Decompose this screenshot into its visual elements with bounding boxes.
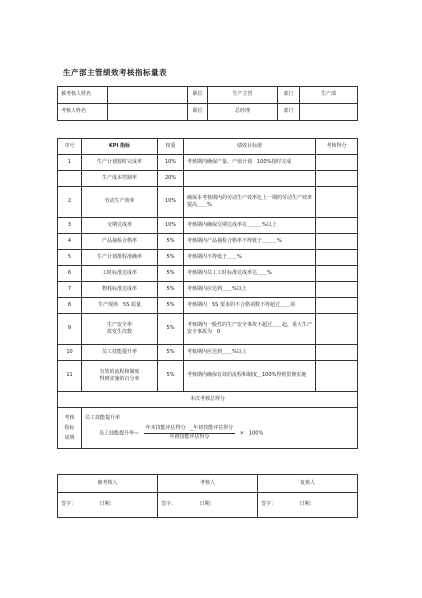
date-label: 日期： (99, 501, 115, 508)
formula (99, 425, 354, 441)
row-kpi: 生产计划排程准确率 (82, 250, 158, 266)
row-score[interactable] (316, 234, 358, 250)
row-weight: 5% (158, 234, 184, 250)
signature-table (57, 474, 358, 518)
row-kpi: 员工技能提升率 (82, 345, 158, 361)
row-target: 考核期内确保产量、产值计划 100%按时完成 (184, 155, 316, 171)
row-weight: 5% (158, 361, 184, 392)
examinee-position: 生产主管 (208, 87, 278, 104)
row-target: 考核期内一般性的生产安全事故不超过＿＿起，重大生产安全事故为 0 (184, 314, 316, 345)
row-score[interactable] (316, 187, 358, 218)
total-score-label: 本次考核总得分 (58, 392, 358, 408)
row-weight: 5% (158, 282, 184, 298)
row-no: 1 (58, 155, 82, 171)
header-weight: 权重 (158, 139, 184, 155)
row-kpi: 交期达成率 (82, 218, 158, 234)
page-title: 生产部主管绩效考核指标量表 (63, 68, 167, 77)
kpi-table (57, 138, 358, 449)
row-weight: 5% (158, 250, 184, 266)
row-score[interactable] (316, 266, 358, 282)
row-no (58, 171, 82, 187)
table-row (58, 266, 358, 282)
sig-header-reviewer: 复核人 (258, 475, 358, 493)
row-weight: 5% (158, 345, 184, 361)
row-target: 确保本考核期内的劳动生产效率比上一期的劳动生产效率提高＿＿% (184, 187, 316, 218)
row-target: 考核期内不得低于＿＿% (184, 250, 316, 266)
table-row (58, 171, 358, 187)
row-kpi: 有效的流程和制度 得到实施的百分率 (82, 361, 158, 392)
row-weight: 10% (158, 187, 184, 218)
row-score[interactable] (316, 282, 358, 298)
header-score: 考核得分 (316, 139, 358, 155)
dept-label: 部门 (278, 104, 300, 121)
explanation-body (82, 408, 358, 449)
examiner-name-label: 考核人姓名 (58, 104, 108, 121)
examinee-name-value (108, 87, 188, 104)
row-weight: 20% (158, 171, 184, 187)
row-score[interactable] (316, 298, 358, 314)
row-no: 9 (58, 314, 82, 345)
examiner-position: 总经理 (208, 104, 278, 121)
table-row (58, 234, 358, 250)
row-no: 8 (58, 298, 82, 314)
table-row (58, 250, 358, 266)
row-weight: 5% (158, 298, 184, 314)
row-score[interactable] (316, 250, 358, 266)
row-target: 考核期内 5S 要求的不合格项数不得超过＿＿项 (184, 298, 316, 314)
table-row (58, 298, 358, 314)
sign-label: 签字： (261, 501, 277, 508)
date-label: 日期： (299, 501, 315, 508)
row-target: 考核期内产品抽检合格率不得低于＿＿＿% (184, 234, 316, 250)
sign-label: 签字： (161, 501, 177, 508)
sig-cell-reviewer[interactable] (258, 493, 358, 518)
row-no: 7 (58, 282, 82, 298)
row-no: 11 (58, 361, 82, 392)
table-row (58, 345, 358, 361)
table-row (58, 314, 358, 345)
examinee-name-label: 被考核人姓名 (58, 87, 108, 104)
table-row (58, 282, 358, 298)
dept-label: 部门 (278, 87, 300, 104)
sign-label: 签字： (61, 501, 77, 508)
formula-numerator: 年末技能评估得分 _年初技能评估得分 (144, 425, 236, 434)
row-target: 考核期内应达到＿＿%以上 (184, 282, 316, 298)
row-target: 考核期内员工工时标准达成率达＿＿% (184, 266, 316, 282)
row-kpi: 生产现场 5S 质量 (82, 298, 158, 314)
row-target: 考核期内确保有效的流程和制度＿100%得到贯彻实施 (184, 361, 316, 392)
row-no: 3 (58, 218, 82, 234)
table-row (58, 155, 358, 171)
row-score[interactable] (316, 218, 358, 234)
position-label: 职位 (188, 87, 208, 104)
sig-header-examinee: 被考核人 (58, 475, 158, 493)
table-row (58, 218, 358, 234)
formula-left: 员工技能提升率＝ (99, 430, 140, 437)
row-score[interactable] (316, 171, 358, 187)
table-row (58, 361, 358, 392)
examiner-dept (300, 104, 358, 121)
explanation-item: 员工技能提升率 (85, 414, 121, 421)
row-score[interactable] (316, 155, 358, 171)
row-kpi: 生产成本控制率 (82, 171, 158, 187)
row-kpi: 产品抽检合格率 (82, 234, 158, 250)
explanation-label: 考核 指标 说明 (58, 408, 82, 449)
row-weight: 10% (158, 155, 184, 171)
sig-header-examiner: 考核人 (158, 475, 258, 493)
position-label: 职位 (188, 104, 208, 121)
examinee-dept: 生产部 (300, 87, 358, 104)
row-kpi: 生产计划按时完成率 (82, 155, 158, 171)
row-weight: 10% (158, 218, 184, 234)
row-kpi: 物耗标准达成率 (82, 282, 158, 298)
row-no: 5 (58, 250, 82, 266)
date-label: 日期： (199, 501, 215, 508)
row-no: 4 (58, 234, 82, 250)
header-target: 绩效目标值 (184, 139, 316, 155)
row-score[interactable] (316, 345, 358, 361)
row-score[interactable] (316, 361, 358, 392)
header-kpi: KPI 指标 (82, 139, 158, 155)
formula-fraction (144, 425, 236, 441)
row-weight: 5% (158, 314, 184, 345)
info-table (57, 86, 358, 121)
sig-cell-examiner[interactable] (158, 493, 258, 518)
formula-denominator: 年初技能评估得分 (169, 433, 210, 440)
table-row (58, 187, 358, 218)
row-score[interactable] (316, 314, 358, 345)
examiner-name-value (108, 104, 188, 121)
row-weight: 5% (158, 266, 184, 282)
row-target: 考核期内确保交期达成率在＿＿＿%以上 (184, 218, 316, 234)
row-kpi: 劳动生产效率 (82, 187, 158, 218)
row-no: 10 (58, 345, 82, 361)
row-target (184, 171, 316, 187)
row-no: 6 (58, 266, 82, 282)
formula-right: × 100% (239, 430, 264, 437)
row-kpi: 工时标准达成率 (82, 266, 158, 282)
header-no: 序号 (58, 139, 82, 155)
row-kpi: 生产安全率 故发生次数 (82, 314, 158, 345)
sig-cell-examinee[interactable] (58, 493, 158, 518)
row-no: 2 (58, 187, 82, 218)
row-target: 考核期内应达到＿＿%以上 (184, 345, 316, 361)
